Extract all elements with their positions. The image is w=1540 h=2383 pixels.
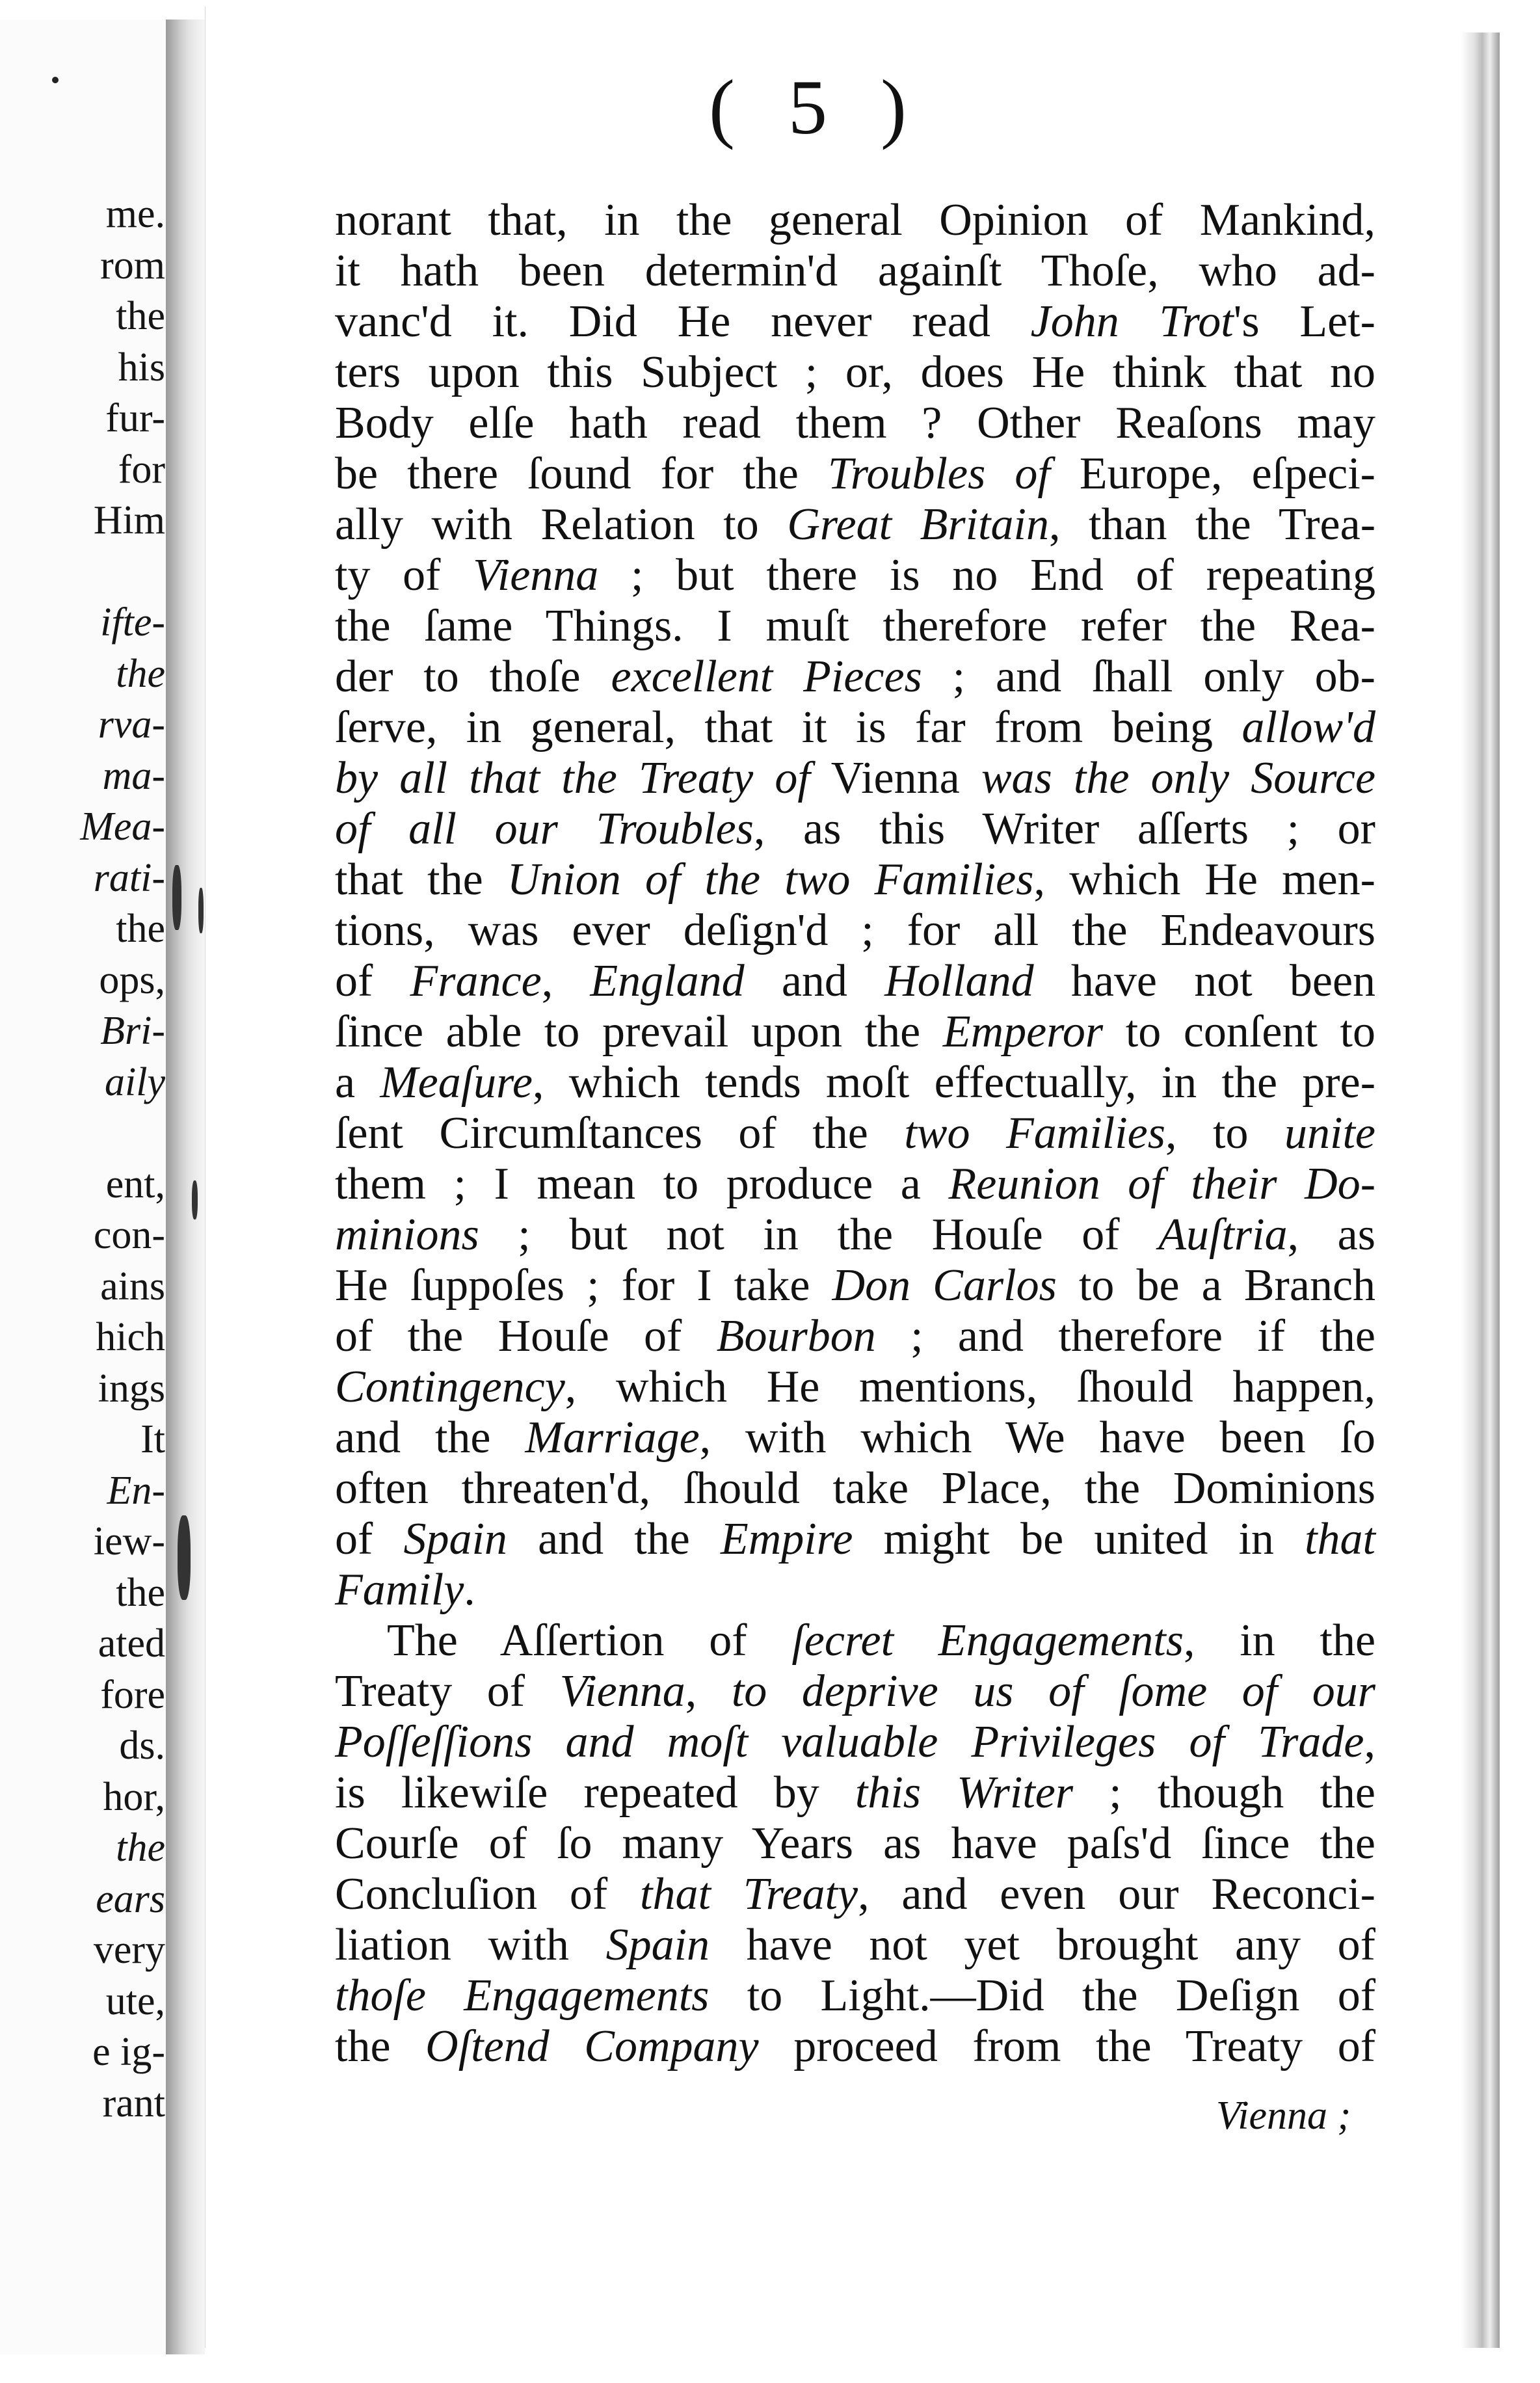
facing-page-line: the — [116, 294, 165, 338]
catchword: Vienna ; — [1216, 2094, 1351, 2138]
facing-page-line: ops, — [99, 957, 165, 1002]
text-line: Body elſe hath read them ? Other Reaſons may — [335, 398, 1375, 448]
facing-page-line: ings — [98, 1366, 165, 1411]
facing-page-line: ds. — [119, 1724, 165, 1768]
facing-page-line: the — [116, 1826, 165, 1870]
text-line: them ; I mean to produce a Reunion of their Do- — [335, 1159, 1376, 1209]
text-line: of the Houſe of Bourbon ; and therefore if the — [335, 1311, 1375, 1361]
text-line: ſerve, in general, that it is far from being allow'd — [335, 702, 1375, 752]
facing-page-line: fore — [100, 1672, 165, 1717]
text-line: ters upon this Subject ; or, does He think that no — [335, 347, 1375, 397]
facing-page-line: aily — [105, 1059, 165, 1104]
facing-page-line: con- — [93, 1213, 165, 1257]
text-line: Treaty of Vienna, to deprive us of ſome of our — [335, 1666, 1376, 1716]
text-line: of Spain and the Empire might be united in that — [335, 1514, 1375, 1564]
binding-stitch-mark — [172, 865, 181, 930]
text-line: liation with Spain have not yet brought any of — [335, 1920, 1375, 1970]
page-number: ( 5 ) — [709, 64, 923, 150]
text-line: by all that the Treaty of Vienna was the only Source — [335, 753, 1376, 803]
text-line: ſent Circumſtances of the two Families, to unite — [335, 1108, 1375, 1158]
text-line: Contingency, which He mentions, ſhould happen, — [335, 1362, 1375, 1412]
facing-page-line: fur- — [105, 396, 165, 440]
page-edge — [1461, 33, 1500, 2348]
text-line: der to thoſe excellent Pieces ; and ſhall only ob- — [335, 652, 1375, 702]
facing-page-line: rati- — [93, 855, 165, 900]
facing-page-line: ains — [100, 1264, 165, 1309]
facing-page-line: iew- — [93, 1519, 165, 1564]
facing-page-line: me. — [105, 192, 165, 236]
facing-page-line: the — [116, 907, 165, 951]
facing-page-line: his — [118, 345, 165, 390]
text-line: tions, was ever deſign'd ; for all the Endeavours — [335, 905, 1375, 955]
text-line: and the Marriage, with which We have been ſo — [335, 1413, 1375, 1463]
facing-page-line: rom — [100, 243, 165, 287]
binding-stitch-mark — [192, 1180, 198, 1219]
text-line: the ſame Things. I muſt therefore refer the Rea- — [335, 601, 1375, 651]
text-line: of all our Troubles, as this Writer aſſerts ; or — [335, 804, 1375, 854]
facing-page-line: the — [116, 1570, 165, 1615]
facing-page-line: ears — [96, 1876, 165, 1921]
text-line: the Oſtend Company proceed from the Treaty of — [335, 2021, 1375, 2071]
text-line: Family. — [335, 1565, 475, 1615]
text-line: it hath been determin'd againſt Thoſe, who ad- — [335, 246, 1375, 296]
facing-page-line: hich — [96, 1315, 165, 1359]
facing-page-line: rant — [102, 2081, 165, 2125]
text-line: Concluſion of that Treaty, and even our Reconci- — [335, 1869, 1375, 1919]
facing-page-line: En- — [107, 1468, 165, 1513]
text-line: is likewiſe repeated by this Writer ; though the — [335, 1768, 1375, 1818]
text-line: Poſſeſſions and moſt valuable Privileges of Trade, — [335, 1717, 1375, 1767]
facing-page-line: Bri- — [100, 1009, 165, 1053]
facing-page-line: hor, — [103, 1774, 165, 1819]
binding-stitch-mark — [178, 1515, 191, 1600]
ink-dot — [52, 77, 59, 83]
facing-page-line: e ig- — [92, 2030, 165, 2074]
text-line: ty of Vienna ; but there is no End of repeating — [335, 550, 1376, 600]
facing-page-line: ent, — [105, 1162, 165, 1206]
facing-page-line: ute, — [105, 1978, 165, 2023]
text-line: He ſuppoſes ; for I take Don Carlos to be a Branch — [335, 1260, 1376, 1311]
text-line: a Meaſure, which tends moſt effectually, in the pre- — [335, 1058, 1375, 1108]
text-line: vanc'd it. Did He never read John Trot's Let- — [335, 297, 1375, 347]
facing-page-line: Mea- — [80, 805, 165, 849]
facing-page-line: It — [140, 1417, 165, 1461]
facing-page — [0, 20, 169, 2354]
text-line: norant that, in the general Opinion of Mankind, — [335, 195, 1375, 245]
text-line: thoſe Engagements to Light.—Did the Deſign of — [335, 1971, 1376, 2021]
binding-stitch-mark — [198, 888, 204, 933]
text-line: of France, England and Holland have not been — [335, 956, 1376, 1006]
text-line: that the Union of the two Families, which He men- — [335, 855, 1375, 905]
facing-page-line: ated — [98, 1621, 165, 1666]
facing-page-line: ma- — [102, 753, 165, 798]
facing-page-line: for — [118, 447, 165, 492]
facing-page-line: rva- — [98, 702, 165, 747]
text-line: ally with Relation to Great Britain, than the Trea- — [335, 499, 1376, 550]
text-line: be there ſound for the Troubles of Europe, eſpeci- — [335, 449, 1375, 499]
text-line: The Aſſertion of ſecret Engagements, in the — [387, 1616, 1376, 1666]
text-line: often threaten'd, ſhould take Place, the Dominions — [335, 1463, 1375, 1513]
facing-page-line: the — [116, 651, 165, 696]
facing-page-line: ifte- — [100, 600, 165, 645]
text-line: ſince able to prevail upon the Emperor to conſent to — [335, 1007, 1375, 1057]
text-line: minions ; but not in the Houſe of Auſtria, as — [335, 1210, 1375, 1260]
binding-gutter — [166, 20, 205, 2354]
body-text — [335, 195, 1375, 2072]
facing-page-line: very — [93, 1928, 165, 1972]
text-line: Courſe of ſo many Years as have paſs'd ſince the — [335, 1818, 1375, 1869]
facing-page-line: Him — [93, 498, 165, 542]
